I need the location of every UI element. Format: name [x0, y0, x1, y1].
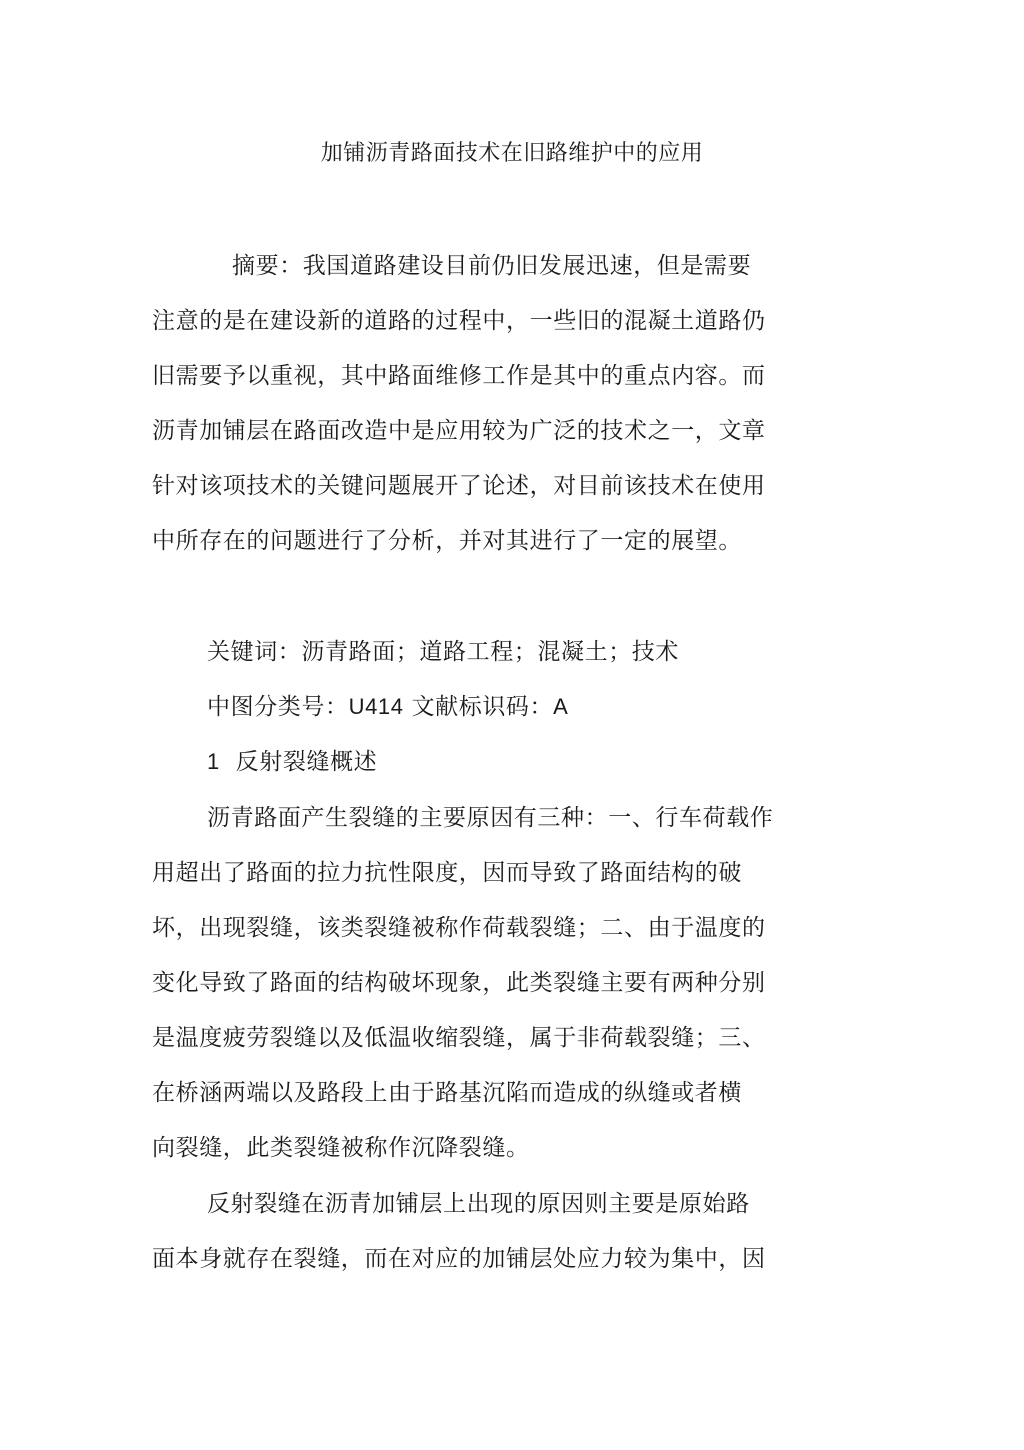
abstract-line: 旧需要予以重视，其中路面维修工作是其中的重点内容。而	[152, 363, 766, 389]
paragraph-line: 反射裂缝在沥青加铺层上出现的原因则主要是原始路	[207, 1191, 750, 1217]
classification-code: U414	[348, 694, 404, 719]
paragraph-line: 沥青路面产生裂缝的主要原因有三种：一、行车荷载作	[207, 805, 774, 831]
paragraph-line: 在桥涵两端以及路段上由于路基沉陷而造成的纵缝或者横	[152, 1080, 742, 1106]
document-id-code: A	[553, 694, 569, 719]
section-title: 反射裂缝概述	[235, 749, 378, 775]
paragraph-line: 面本身就存在裂缝，而在对应的加铺层处应力较为集中，因	[152, 1246, 766, 1272]
paragraph-line: 变化导致了路面的结构破坏现象，此类裂缝主要有两种分别	[152, 970, 766, 996]
paragraph-line: 坏，出现裂缝，该类裂缝被称作荷载裂缝；二、由于温度的	[152, 915, 766, 941]
section-number: 1	[207, 749, 220, 774]
abstract-line: 针对该项技术的关键问题展开了论述，对目前该技术在使用	[152, 473, 766, 499]
abstract-line: 注意的是在建设新的道路的过程中，一些旧的混凝土道路仍	[152, 308, 766, 334]
paragraph-line: 是温度疲劳裂缝以及低温收缩裂缝，属于非荷载裂缝；三、	[152, 1025, 766, 1051]
abstract-line: 摘要：我国道路建设目前仍旧发展迅速，但是需要	[232, 253, 752, 279]
classification-line	[207, 691, 568, 723]
keywords-line: 关键词：沥青路面；道路工程；混凝土；技术	[207, 639, 679, 665]
paragraph-line: 用超出了路面的拉力抗性限度，因而导致了路面结构的破	[152, 860, 742, 886]
document-id-label: 文献标识码：	[411, 694, 554, 720]
abstract-line: 中所存在的问题进行了分析，并对其进行了一定的展望。	[152, 528, 742, 554]
section-heading	[207, 746, 377, 778]
document-title: 加铺沥青路面技术在旧路维护中的应用	[320, 141, 704, 166]
classification-label: 中图分类号：	[207, 694, 349, 720]
abstract-line: 沥青加铺层在路面改造中是应用较为广泛的技术之一，文章	[152, 418, 766, 444]
paragraph-line: 向裂缝，此类裂缝被称作沉降裂缝。	[152, 1135, 530, 1161]
